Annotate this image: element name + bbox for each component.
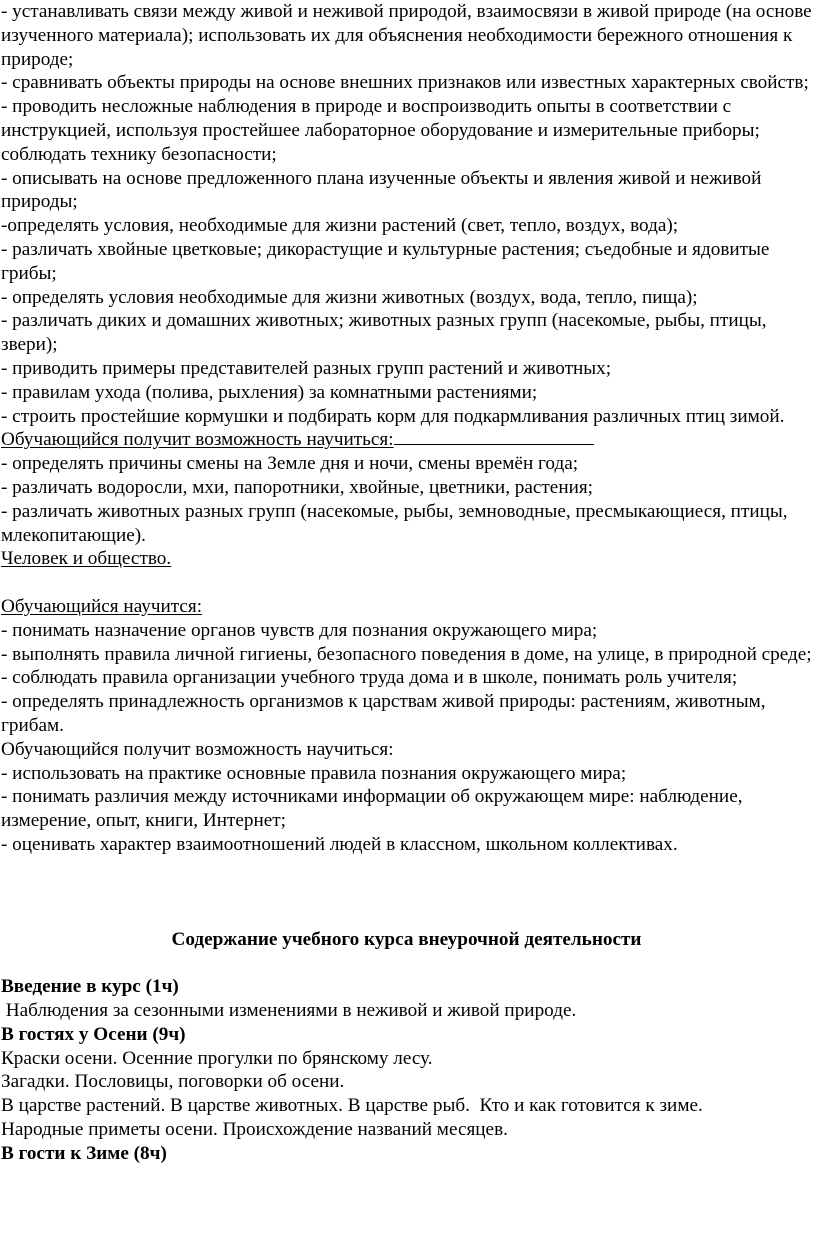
section-title-text: Человек и общество. — [1, 548, 172, 570]
list-item: - определять принадлежность организмов к царствам живой природы: растениям, животным, грибам. — [1, 691, 771, 736]
list-item: - проводить несложные наблюдения в природе и воспроизводить опыты в соответствии с инструкцией, используя простейшее лабораторное оборудование и измерительные приборы; соблюдать технику безопасности; — [1, 96, 765, 165]
list-item: - соблюдать правила организации учебного труда дома и в школе, понимать роль учителя; — [1, 667, 738, 689]
list-item: - описывать на основе предложенного плана изученные объекты и явления живой и неживой природы; — [1, 167, 767, 213]
list-item: - определять условия необходимые для жизни животных (воздух, вода, тепло, пища); — [1, 286, 698, 308]
opportunity-heading-text: Обучающийся получит возможность научиться: — [1, 429, 394, 451]
list-item: В царстве растений. В царстве животных. В царстве рыб. Кто и как готовится к зиме. — [1, 1095, 703, 1117]
list-item: - приводить примеры представителей разных групп растений и животных; — [1, 357, 612, 379]
list-item: - различать животных разных групп (насекомые, рыбы, земноводные, пресмыкающиеся, птицы, млекопитающие). — [1, 500, 793, 546]
autumn-heading: В гостях у Осени (9ч) — [1, 1023, 186, 1045]
intro-heading: Введение в курс (1ч) — [1, 976, 179, 998]
list-item: - оценивать характер взаимоотношений людей в классном, школьном коллективах. — [1, 833, 678, 855]
list-item: - понимать назначение органов чувств для познания окружающего мира; — [1, 619, 598, 641]
content-title: Содержание учебного курса внеурочной деятельности — [171, 928, 642, 950]
opportunity-heading-2: Обучающийся получит возможность научиться: — [1, 738, 394, 760]
list-item: - различать хвойные цветковые; дикорастущие и культурные растения; съедобные и ядовитые грибы; — [1, 238, 775, 284]
learns-heading-text: Обучающийся научится: — [1, 595, 203, 617]
list-item: - определять причины смены на Земле дня и ночи, смены времён года; — [1, 453, 579, 475]
blank-line — [1, 571, 812, 595]
learns-heading — [1, 595, 812, 619]
list-item: Народные приметы осени. Происхождение названий месяцев. — [1, 1119, 508, 1141]
list-item: - различать диких и домашних животных; животных разных групп (насекомые, рыбы, птицы, звери); — [1, 310, 772, 356]
list-item: - понимать различия между источниками информации об окружающем мире: наблюдение, измерение, опыт, книги, Интернет; — [1, 786, 748, 832]
opportunity-heading — [1, 428, 812, 452]
blank-gap — [1, 857, 812, 928]
intro-text: Наблюдения за сезонными изменениями в неживой и живой природе. — [1, 1000, 577, 1022]
list-item: - использовать на практике основные правила познания окружающего мира; — [1, 762, 627, 784]
section-title — [1, 547, 812, 571]
list-item: Краски осени. Осенние прогулки по брянскому лесу. — [1, 1047, 433, 1069]
list-item: - выполнять правила личной гигиены, безопасного поведения в доме, на улице, в природной среде; — [1, 643, 812, 665]
blank-line — [1, 951, 812, 975]
underline-rule — [394, 428, 594, 445]
list-item: - строить простейшие кормушки и подбирать корм для подкармливания различных птиц зимой. — [1, 405, 785, 427]
winter-heading: В гости к Зиме (8ч) — [1, 1142, 167, 1164]
list-item: Загадки. Пословицы, поговорки об осени. — [1, 1071, 345, 1093]
list-item: - правилам ухода (полива, рыхления) за комнатными растениями; — [1, 381, 538, 403]
list-item: - устанавливать связи между живой и неживой природой, взаимосвязи в живой природе (на основе изученного материала); использовать их для объяснения необходимости бережного отношения к природе; — [1, 1, 816, 70]
list-item: - различать водоросли, мхи, папоротники, хвойные, цветники, растения; — [1, 476, 594, 498]
list-item: - сравнивать объекты природы на основе внешних признаков или известных характерных свойств; — [1, 72, 809, 94]
list-item: -определять условия, необходимые для жизни растений (свет, тепло, воздух, вода); — [1, 215, 679, 237]
